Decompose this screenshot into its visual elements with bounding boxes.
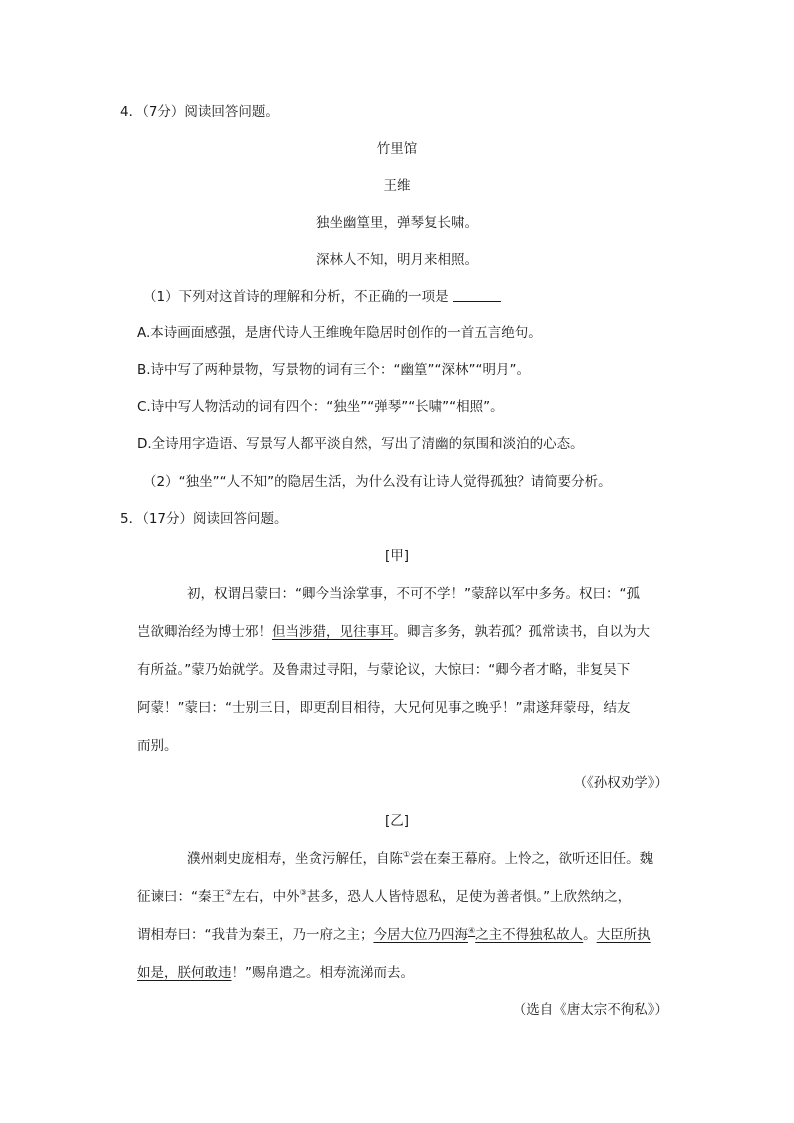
jia-underlined-sentence: 但当涉猎，见往事耳 xyxy=(272,624,394,640)
yi-text: 尝在秦王幕府。上怜之，欲听还旧任。魏 xyxy=(410,851,654,867)
jia-line-4: 阿蒙！”蒙曰：“士别三日，即更刮目相待，大兄何见事之晚乎！”肃遂拜蒙母，结友 xyxy=(137,700,631,716)
yi-text: 。 xyxy=(583,927,597,943)
yi-text: 谓相寿曰：“我昔为秦王，乃一府之主； xyxy=(137,927,374,943)
footnote-marker: ④ xyxy=(468,926,476,935)
option-c: C.诗中写人物活动的词有四个：“独坐”“弹琴”“长啸”“相照”。 xyxy=(137,399,504,415)
jia-source: （《孙权劝学》） xyxy=(573,775,668,791)
answer-blank[interactable] xyxy=(453,288,501,302)
poem-line-2: 深林人不知，明月来相照。 xyxy=(316,252,478,268)
jia-line-5: 而别。 xyxy=(137,738,178,754)
yi-label: [乙] xyxy=(384,813,410,829)
jia-line-2 xyxy=(137,622,650,642)
q4-sub1-text: （1）下列对这首诗的理解和分析，不正确的一项是 xyxy=(143,289,449,305)
yi-line-4 xyxy=(137,963,414,983)
jia-line-3: 有所益。”蒙乃始就学。及鲁肃过寻阳，与蒙论议，大惊曰：“卿今者才略，非复吴下 xyxy=(137,662,631,678)
footnote-marker: ③ xyxy=(299,888,307,897)
yi-line-2 xyxy=(137,887,631,907)
yi-text: 濮州刺史庞相寿，坐贪污解任，自陈 xyxy=(187,851,403,867)
footnote-marker: ① xyxy=(403,850,411,859)
option-b: B.诗中写了两种景物，写景物的词有三个：“幽篁”“深林”“明月”。 xyxy=(137,362,531,378)
yi-underlined-sentence: 如是，朕何敢违 xyxy=(137,965,232,981)
footnote-marker: ② xyxy=(225,888,233,897)
jia-label: [甲] xyxy=(384,548,410,564)
yi-underlined-sentence: 今居大位乃四海 xyxy=(373,927,468,943)
q4-header: 4．（7分）阅读回答问题。 xyxy=(120,104,279,120)
option-a: A.本诗画面感强，是唐代诗人王维晚年隐居时创作的一首五言绝句。 xyxy=(137,325,542,341)
yi-text: 甚多，恐人人皆恃恩私，足使为善者惧。”上欣然纳之， xyxy=(306,889,632,905)
q5-header: 5．（17分）阅读回答问题。 xyxy=(120,511,288,527)
yi-line-1 xyxy=(187,849,653,869)
jia-text: 岂欲卿治经为博士邪！ xyxy=(137,624,272,640)
yi-text: 左右，中外 xyxy=(232,889,300,905)
yi-text: ！”赐帛遣之。相寿流涕而去。 xyxy=(231,965,414,981)
yi-underlined-sentence: 大臣所执 xyxy=(596,927,651,943)
poem-title: 竹里馆 xyxy=(376,141,418,157)
option-d: D.全诗用字造语、写景写人都平淡自然，写出了清幽的氛围和淡泊的心态。 xyxy=(137,436,584,452)
poem-author: 王维 xyxy=(383,178,411,194)
yi-source: （选自《唐太宗不徇私》） xyxy=(512,1002,668,1018)
q4-sub1-prompt xyxy=(143,287,501,307)
yi-text: 征谏曰：“秦王 xyxy=(137,889,225,905)
jia-text: 。卿言多务，孰若孤？孤常读书，自以为大 xyxy=(393,624,650,640)
q4-sub2: （2）“独坐”“人不知”的隐居生活，为什么没有让诗人觉得孤独？请简要分析。 xyxy=(143,474,612,490)
jia-line-1: 初，权谓吕蒙曰：“卿今当涂掌事，不可不学！”蒙辞以军中多务。权曰：“孤 xyxy=(187,586,640,602)
yi-line-3 xyxy=(137,925,651,945)
poem-line-1: 独坐幽篁里，弹琴复长啸。 xyxy=(316,215,478,231)
yi-underlined-sentence: 之主不得独私故人 xyxy=(475,927,584,943)
